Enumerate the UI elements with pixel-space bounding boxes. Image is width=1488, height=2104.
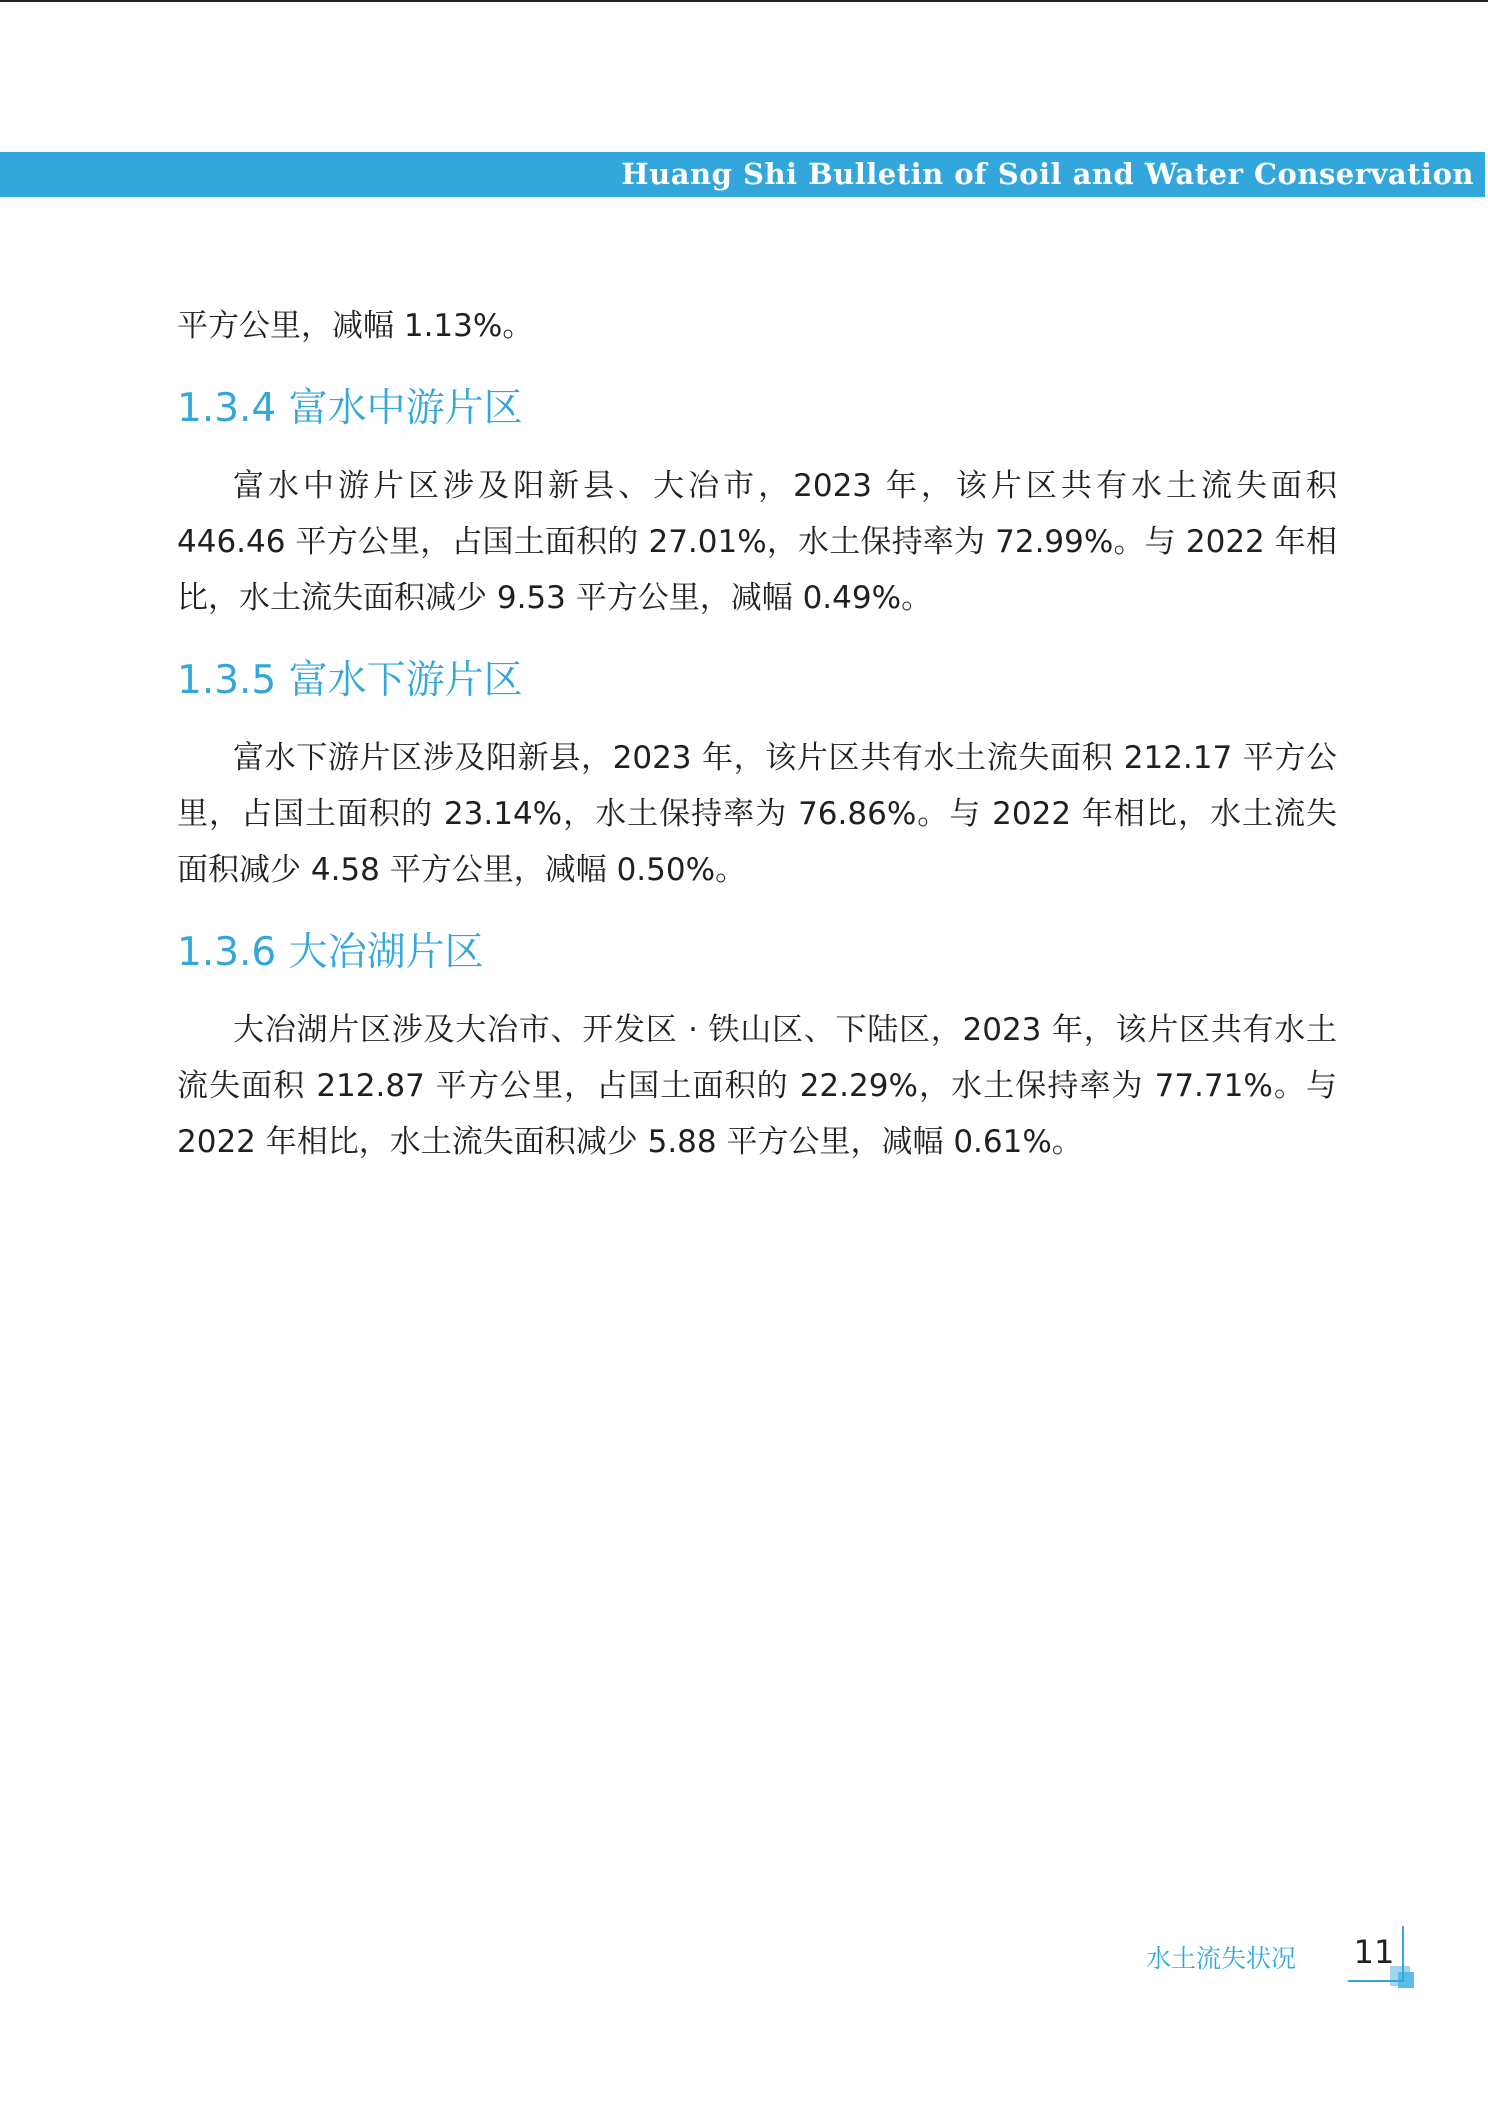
page-number: 11 [1353,1933,1395,1971]
section-heading-1-3-6: 1.3.6 大冶湖片区 [177,930,484,975]
page-body [177,298,1337,1170]
page-number-box [1348,1926,1408,1984]
top-rule [0,0,1488,2]
lead-paragraph: 平方公里，减幅 1.13%。 [177,308,534,344]
section-heading-1-3-4: 1.3.4 富水中游片区 [177,386,523,431]
header-band [0,152,1488,197]
footer-chapter-label: 水土流失状况 [1146,1944,1297,1973]
page-frame-right [1402,1926,1404,1982]
page-frame-bottom [1348,1980,1404,1982]
section-paragraph-1-3-4: 富水中游片区涉及阳新县、大冶市，2023 年，该片区共有水土流失面积 446.46 平方公里，占国土面积的 27.01%，水土保持率为 72.99%。与 2022 年相比，水土流失面积减少 9.53 平方公里，减幅 0.49%。 [177,468,1337,616]
section-paragraph-1-3-5: 富水下游片区涉及阳新县，2023 年，该片区共有水土流失面积 212.17 平方公里，占国土面积的 23.14%，水土保持率为 76.86%。与 2022 年相比，水土流失面积减少 4.58 平方公里，减幅 0.50%。 [177,740,1337,888]
section-heading-1-3-5: 1.3.5 富水下游片区 [177,658,523,703]
section-paragraph-1-3-6: 大冶湖片区涉及大冶市、开发区 · 铁山区、下陆区，2023 年，该片区共有水土流失面积 212.87 平方公里，占国土面积的 22.29%，水土保持率为 77.71%。与 2022 年相比，水土流失面积减少 5.88 平方公里，减幅 0.61%。 [177,1012,1337,1160]
header-title: Huang Shi Bulletin of Soil and Water Conservation [621,157,1474,191]
